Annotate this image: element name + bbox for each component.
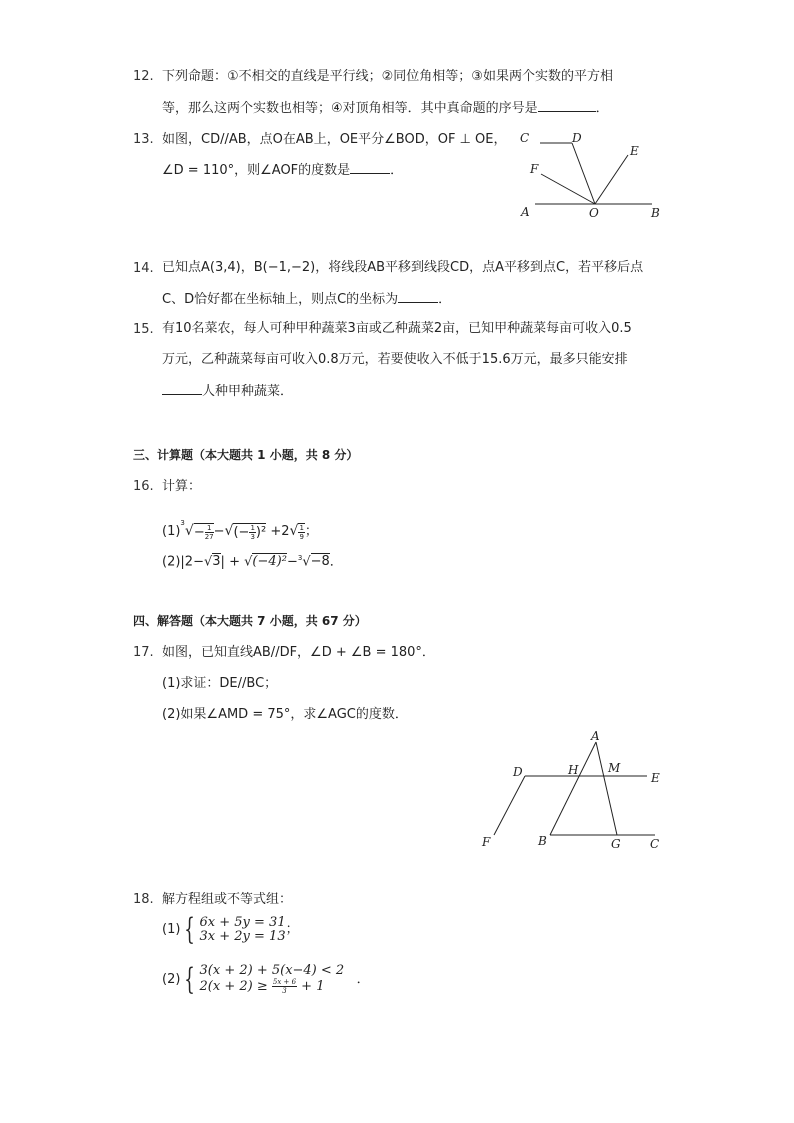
- q17-label-e: E: [651, 771, 660, 785]
- q17-number: 17.: [133, 645, 154, 660]
- q15-number: 15.: [133, 322, 154, 337]
- q17-label-c: C: [650, 837, 660, 851]
- q13-label-f: F: [530, 162, 539, 176]
- q16-intro: 计算：: [162, 479, 202, 494]
- q17-part2: (2)如果∠AMD = 75°，求∠AGC的度数．: [162, 707, 408, 722]
- q15-line2: 万元，乙种蔬菜每亩可收入0.8万元，若要使收入不低于15.6万元，最多只能安排: [162, 352, 628, 367]
- q16-part2: (2)|2−√3| + √(−4)²−$^3$√−8．: [162, 554, 343, 570]
- q12-number: 12.: [133, 69, 154, 84]
- q15-line1: 有10名菜农，每人可种甲种蔬菜3亩或乙种蔬菜2亩，已知甲种蔬菜每亩可收入0.5: [162, 321, 632, 336]
- q14-line1: 已知点A(3,4)，B(−1,−2)，将线段AB平移到线段CD，点A平移到点C，若平移后点: [162, 260, 644, 275]
- q13-label-o: O: [589, 206, 599, 220]
- q17-label-d: D: [513, 765, 523, 779]
- q13-number: 13.: [133, 132, 154, 147]
- q17-line1: 如图，已知直线AB//DF，∠D + ∠B = 180°．: [162, 645, 435, 660]
- q17-label-a: A: [591, 729, 600, 743]
- q17-label-b: B: [538, 834, 547, 848]
- section-3-title: 三、计算题（本大题共 1 小题，共 8 分）: [133, 448, 359, 462]
- q13-label-e: E: [630, 144, 639, 158]
- q12-line1: 下列命题：①不相交的直线是平行线；②同位角相等；③如果两个实数的平方相: [162, 69, 613, 84]
- q15-answer-blank[interactable]: [162, 382, 202, 395]
- q17-label-g: G: [611, 837, 621, 851]
- q16-number: 16.: [133, 479, 154, 494]
- q17-label-h: H: [568, 763, 579, 777]
- q17-label-f: F: [482, 835, 491, 849]
- q15-line3: 人种甲种蔬菜．: [162, 382, 293, 401]
- q14-number: 14.: [133, 261, 154, 276]
- q12-line2: 等，那么这两个实数也相等；④对顶角相等．其中真命题的序号是 ．: [162, 101, 609, 116]
- q17-part1: (1)求证：DE//BC；: [162, 676, 278, 691]
- q13-label-a: A: [521, 205, 530, 219]
- q13-line1: 如图，CD//AB，点O在AB上，OE平分∠BOD，OF ⊥ OE，: [162, 132, 507, 147]
- q16-part1: $(1)^3√-$ $\frac{1}{27}$ −√(− $\frac{1}{3}$ )² +2√ $\frac{1}{9}$ ；: [162, 519, 318, 541]
- section-4-title: 四、解答题（本大题共 7 小题，共 67 分）: [133, 614, 367, 628]
- q14-answer-blank[interactable]: [398, 290, 438, 303]
- q13-label-c: C: [520, 131, 530, 145]
- q13-label-b: B: [651, 206, 660, 220]
- q18-number: 18.: [133, 892, 154, 907]
- q18-intro: 解方程组或不等式组：: [162, 892, 293, 907]
- q13-label-d: D: [572, 131, 582, 145]
- q18-part2: (2) { 3(x + 2) + 5(x−4) < 2 2(x + 2) ≥ $\frac{5x + 6}{3}$ + 1 ．: [162, 961, 370, 997]
- q17-label-m: M: [608, 761, 621, 775]
- q18-part1: (1) { 6x + 5y = 31 3x + 2y = 13 ；: [162, 911, 299, 947]
- q13-line2: ∠D = 110°，则∠AOF的度数是 ．: [162, 163, 404, 178]
- q14-line2: C、D恰好都在坐标轴上，则点C的坐标为 ．: [162, 292, 452, 307]
